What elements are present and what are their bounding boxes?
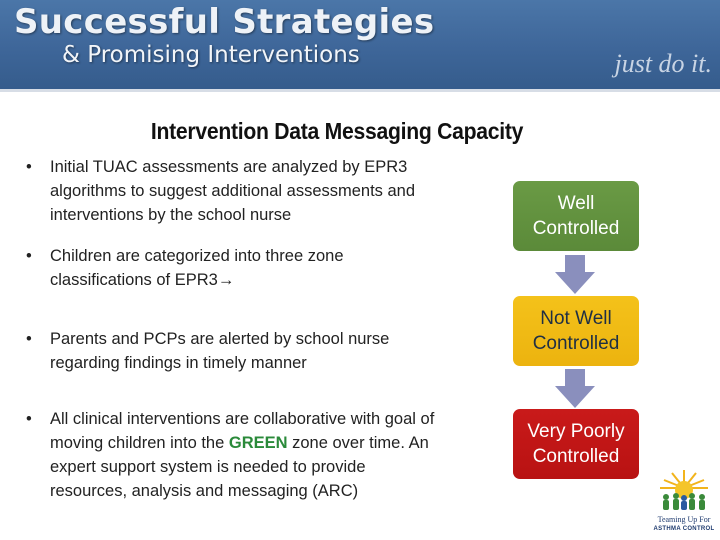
bullet-text-1: Initial TUAC assessments are analyzed by EPR3 algorithms to suggest additional assessments and interventions by the school nurse [50, 158, 416, 224]
bullet-dot: • [26, 410, 32, 428]
bullet-text-4-before: All clinical interventions are collaborative with goal of moving children into the [50, 410, 435, 452]
green-highlight: GREEN [228, 434, 288, 452]
bullet-text-4-after: zone over time. An expert support system is needed to provide resources, analysis and messaging (ARC) [50, 434, 429, 500]
bullet-text-2: Children are categorized into three zone classifications of EPR3→ [50, 247, 344, 289]
sun-people-logo-icon [652, 466, 716, 514]
down-arrow-icon [554, 255, 596, 295]
zone-well-controlled-label: Well Controlled [532, 193, 620, 239]
bullet-item-1 [26, 155, 446, 227]
header-tagline: just do it. [614, 49, 712, 78]
header-subtitle: & Promising Interventions [62, 42, 360, 68]
logo-line1: Teaming Up For [657, 515, 711, 524]
bullet-item-3 [26, 327, 446, 375]
bullet-item-4 [26, 407, 446, 503]
header-title: Successful Strategies [14, 2, 435, 42]
bullet-item-2 [26, 244, 446, 292]
down-arrow-icon [554, 369, 596, 409]
zone-very-poorly-controlled [513, 409, 639, 479]
zone-very-poorly-controlled-label: Very Poorly Controlled [527, 421, 625, 467]
header-banner [0, 0, 720, 92]
slide-title: Intervention Data Messaging Capacity [150, 118, 524, 144]
bullet-text-4 [50, 407, 446, 503]
bullet-text-3: Parents and PCPs are alerted by school nurse regarding findings in timely manner [50, 330, 390, 372]
bullet-dot: • [26, 330, 32, 348]
logo-line2: ASTHMA CONTROL [653, 526, 715, 532]
bullet-dot: • [26, 158, 32, 176]
teaming-up-logo [652, 466, 716, 538]
zone-well-controlled [513, 181, 639, 251]
zone-not-well-controlled-label: Not Well Controlled [532, 308, 620, 354]
bullet-dot: • [26, 247, 32, 265]
zone-not-well-controlled [513, 296, 639, 366]
